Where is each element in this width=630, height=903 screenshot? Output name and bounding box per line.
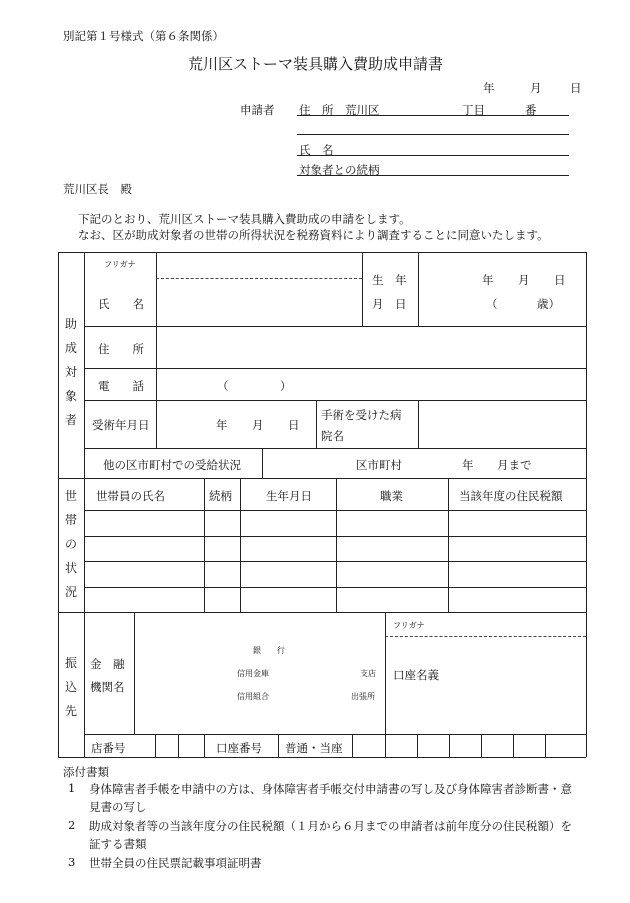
subject-other-city-until: 月まで <box>497 458 532 472</box>
household-col-tax: 当該年度の住民税額 <box>459 489 563 503</box>
date-year-label: 年 <box>483 81 495 95</box>
subject-surgery-day: 日 <box>288 418 300 432</box>
intro-line-2: なお、区が助成対象者の世帯の所得状況を税務資料により調査することに同意いたします。 <box>78 228 549 242</box>
subject-other-city-year: 年 <box>462 458 474 472</box>
intro-line-1: 下記のとおり、荒川区ストーマ装具購入費助成の申請をします。 <box>78 212 411 226</box>
applicant-address-line-2 <box>297 134 569 135</box>
transfer-kumiai: 信用組合 <box>237 692 269 701</box>
attachment-3-number: 3 <box>68 855 76 869</box>
subject-side-label: 助成対象者 <box>64 317 77 427</box>
transfer-shinkin: 信用金庫 <box>237 669 269 678</box>
subject-furigana-label: フリガナ <box>104 260 136 269</box>
transfer-side-label: 振込先 <box>64 656 77 718</box>
subject-surgery-month: 月 <box>252 418 264 432</box>
transfer-branch: 支店 <box>360 669 376 678</box>
transfer-institution-label-2: 機関名 <box>90 680 125 694</box>
transfer-bank: 銀 行 <box>253 646 285 655</box>
attachment-3-line-1: 世帯全員の住民票記載事項証明書 <box>89 856 262 870</box>
applicant-label: 申請者 <box>240 103 275 117</box>
applicant-address-label: 住 所 <box>299 103 334 117</box>
applicant-ban: 番 <box>525 103 537 117</box>
subject-phone-open: （ <box>217 379 229 393</box>
transfer-institution-label-1: 金 融 <box>90 657 125 671</box>
attachment-2-number: 2 <box>68 818 76 832</box>
subject-birth-day: 日 <box>554 273 566 287</box>
subject-hospital-label-1: 手術を受けた病 <box>321 408 402 422</box>
date-day-label: 日 <box>570 81 582 95</box>
applicant-name-label: 氏 名 <box>299 143 334 157</box>
applicant-address-line <box>297 115 569 116</box>
subject-hospital-label-2: 院名 <box>321 429 344 443</box>
transfer-holder-label: 口座名義 <box>393 668 439 682</box>
form-title: 荒川区ストーマ装具購入費助成申請書 <box>188 55 444 73</box>
attachment-1-number: 1 <box>68 781 76 795</box>
transfer-office: 出張所 <box>351 692 375 701</box>
attachment-2-line-1: 助成対象者等の当該年度分の住民税額（１月から６月までの申請者は前年度分の住民税額）を <box>89 819 572 833</box>
subject-other-city-label: 他の区市町村での受給状況 <box>103 458 241 472</box>
attachment-2-line-2: 証する書類 <box>89 837 147 851</box>
transfer-branch-no-label: 店番号 <box>91 741 126 755</box>
subject-birth-month: 月 <box>518 273 530 287</box>
applicant-relation-line <box>297 175 569 176</box>
attachment-1-line-1: 身体障害者手帳を申請中の方は、身体障害者手帳交付申請書の写し及び身体障害者診断書・意 <box>89 782 572 796</box>
attachment-1-line-2: 見書の写し <box>89 800 147 814</box>
household-col-relation: 続柄 <box>209 489 232 503</box>
subject-age-open: （ <box>486 297 498 311</box>
household-col-occupation: 職業 <box>380 489 403 503</box>
subject-address-label: 住 所 <box>98 342 144 356</box>
subject-birth-label-1: 生 年 <box>372 273 407 287</box>
household-col-name: 世帯員の氏名 <box>96 489 165 503</box>
date-month-label: 月 <box>530 81 542 95</box>
subject-age-close: 歳） <box>537 297 560 311</box>
applicant-relation-label: 対象者との続柄 <box>299 163 380 177</box>
applicant-name-line <box>297 155 569 156</box>
transfer-account-type: 普通・当座 <box>285 741 343 755</box>
subject-phone-label: 電 話 <box>98 379 144 393</box>
subject-surgery-year: 年 <box>216 418 228 432</box>
applicant-address-ward: 荒川区 <box>345 103 380 117</box>
subject-birth-label-2: 月 日 <box>372 297 407 311</box>
subject-birth-year: 年 <box>482 273 494 287</box>
transfer-furigana: フリガナ <box>393 621 425 630</box>
household-side-label: 世帯の状況 <box>64 489 77 599</box>
attachments-heading: 添付書類 <box>63 765 109 779</box>
subject-name-label: 氏 名 <box>98 297 144 311</box>
addressee: 荒川区長 殿 <box>63 182 132 196</box>
subject-surgery-date-label: 受術年月日 <box>92 418 150 432</box>
subject-phone-close: ） <box>280 379 292 393</box>
household-col-birthdate: 生年月日 <box>266 489 312 503</box>
subject-other-city-value: 区市町村 <box>356 458 402 472</box>
applicant-chome: 丁目 <box>462 103 485 117</box>
form-number: 別記第１号様式（第６条関係） <box>63 29 224 43</box>
transfer-account-no-label: 口座番号 <box>216 741 262 755</box>
